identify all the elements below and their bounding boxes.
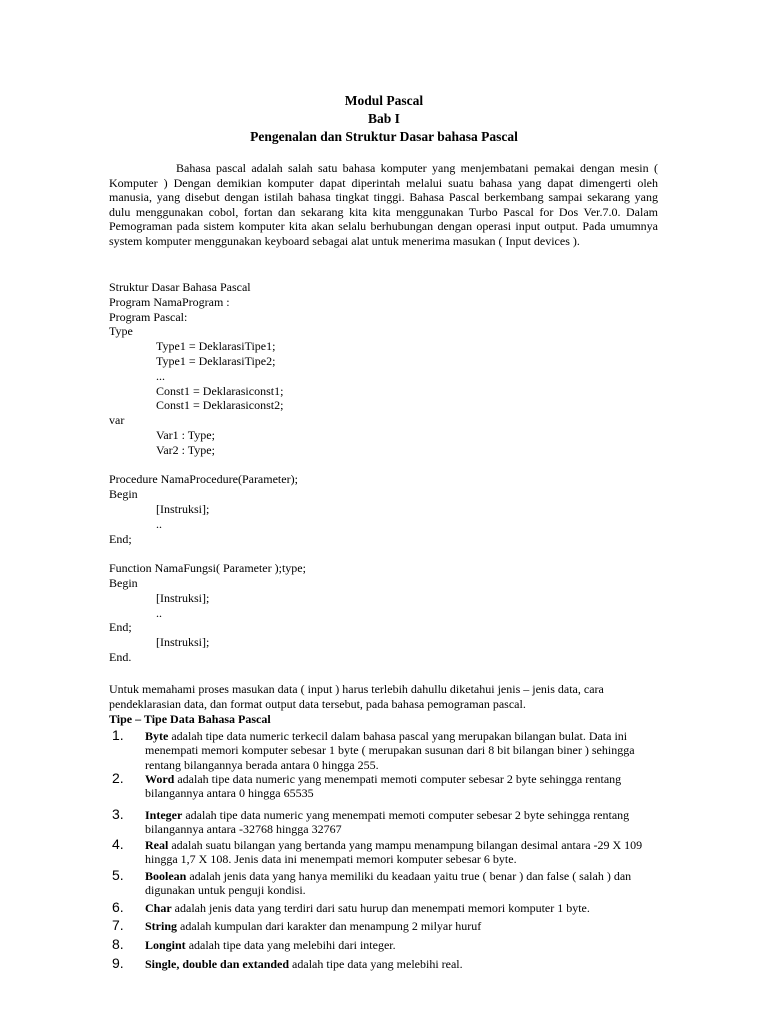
list-number: 4. (112, 836, 124, 852)
list-item (109, 772, 658, 808)
data-types-list (109, 729, 658, 975)
list-desc: adalah jenis data yang terdiri dari satu hurup dan menempati memori komputer 1 byte. (171, 901, 590, 915)
code-line: Program NamaProgram : (109, 294, 230, 309)
module-title: Modul Pascal (344, 93, 424, 108)
list-desc: adalah tipe data numeric terkecil dalam bahasa pascal yang merupakan bilangan bulat. Data ini menempati memori komputer sebesar 1 byte ( merupakan susunan dari 8 bit bilangan biner ) sehingga rentang bilangannya berada antara 0 hingga 255. (145, 729, 635, 772)
pascal-structure-block (109, 280, 669, 665)
blank-line (109, 546, 669, 561)
list-term: Boolean (145, 869, 187, 883)
list-number: 9. (112, 955, 124, 971)
code-line: Function NamaFungsi( Parameter );type; (109, 561, 306, 576)
list-term: Longint (145, 938, 186, 952)
list-number: 7. (112, 917, 124, 933)
list-term: Char (145, 901, 172, 915)
data-types-intro: Untuk memahami proses masukan data ( input ) harus terlebih dahullu diketahui jenis – jenis data, cara pendeklarasian data, dan format output data tersebut, pada bahasa pemograman pascal. (109, 682, 604, 711)
code-line: Struktur Dasar Bahasa Pascal (109, 280, 251, 294)
code-line: Var2 : Type; (156, 442, 215, 457)
code-line: Const1 = Deklarasiconst2; (156, 398, 284, 413)
list-term: Byte (145, 729, 169, 743)
code-line: .. (156, 516, 162, 531)
code-line: [Instruksi]; (156, 501, 210, 516)
list-number: 6. (112, 899, 124, 915)
list-item (109, 919, 658, 938)
code-line: Const1 = Deklarasiconst1; (156, 383, 284, 398)
list-item (109, 869, 658, 901)
code-line: Type (109, 324, 133, 339)
list-desc: adalah jenis data yang hanya memiliki du keadaan yaitu true ( benar ) dan false ( salah ) dan digunakan untuk penguji kondisi. (145, 869, 632, 898)
code-line: ... (156, 368, 165, 383)
code-line: Type1 = DeklarasiTipe2; (156, 353, 276, 368)
code-line: Var1 : Type; (156, 427, 215, 442)
list-term: Word (145, 772, 175, 786)
list-desc: adalah tipe data yang melebihi dari integer. (185, 938, 396, 952)
code-line: Begin (109, 487, 138, 502)
list-number: 5. (112, 867, 124, 883)
list-term: String (145, 919, 178, 933)
chapter-subtitle: Pengenalan dan Struktur Dasar bahasa Pascal (250, 129, 518, 144)
intro-paragraph (109, 161, 658, 249)
list-number: 8. (112, 936, 124, 952)
list-term: Real (145, 838, 169, 852)
list-item (109, 957, 658, 975)
code-line: var (109, 413, 125, 428)
list-desc: adalah tipe data numeric yang menempati memoti computer sebesar 2 byte sehingga rentang bilangannya antara 0 hingga 65535 (145, 772, 622, 801)
code-line: .. (156, 605, 162, 620)
code-line: End; (109, 531, 132, 546)
code-line: End; (109, 620, 132, 635)
list-desc: adalah suatu bilangan yang bertanda yang mampu menampung bilangan desimal antara -29 X 109 hingga 1,7 X 108. Jenis data ini menempati memori komputer sebesar 6 byte. (145, 838, 643, 867)
data-types-heading: Tipe – Tipe Data Bahasa Pascal (109, 712, 271, 726)
list-number: 1. (112, 727, 124, 743)
list-item (109, 838, 658, 869)
list-desc: adalah tipe data numeric yang menempati memoti computer sebesar 2 byte sehingga rentang bilangannya antara -32768 hingga 32767 (145, 808, 630, 837)
code-line: Program Pascal: (109, 309, 188, 324)
chapter-title: Bab I (368, 111, 400, 126)
code-line: Procedure NamaProcedure(Parameter); (109, 472, 298, 487)
code-line: End. (109, 649, 132, 664)
code-line: Begin (109, 575, 138, 590)
code-line: Type1 = DeklarasiTipe1; (156, 339, 276, 354)
list-number: 2. (112, 770, 124, 786)
list-item (109, 938, 658, 957)
intro-paragraph-text: Bahasa pascal adalah salah satu bahasa komputer yang menjembatani pemakai dengan mesin ( Komputer ) Dengan demikian komputer dapat diperintah melalui suatu bahasa yang dapat dimengerti oleh manusia, yang disebut dengan istilah bahasa tingkat tinggi. Bahasa Pascal berkembang sampai sekarang yang dulu menggunakan cobol, fortan dan sekarang kita kita menggunakan Turbo Pascal for Dos Ver.7.0. Dalam Pemograman pada sistem komputer kita akan selalu berhubungan dengan operasi input output. Pada umumnya system komputer menggunakan keyboard sebagai alat untuk menerima masukan ( Input devices ). (109, 161, 658, 248)
list-desc: adalah tipe data yang melebihi real. (289, 957, 463, 971)
list-term: Single, double dan extanded (145, 957, 290, 971)
list-desc: adalah kumpulan dari karakter dan menampung 2 milyar huruf (177, 919, 482, 933)
code-line: [Instruksi]; (156, 635, 210, 650)
list-item (109, 729, 658, 772)
list-item (109, 808, 658, 838)
list-number: 3. (112, 806, 124, 822)
list-term: Integer (145, 808, 183, 822)
list-item (109, 901, 658, 919)
code-line: [Instruksi]; (156, 590, 210, 605)
blank-line (109, 458, 669, 473)
